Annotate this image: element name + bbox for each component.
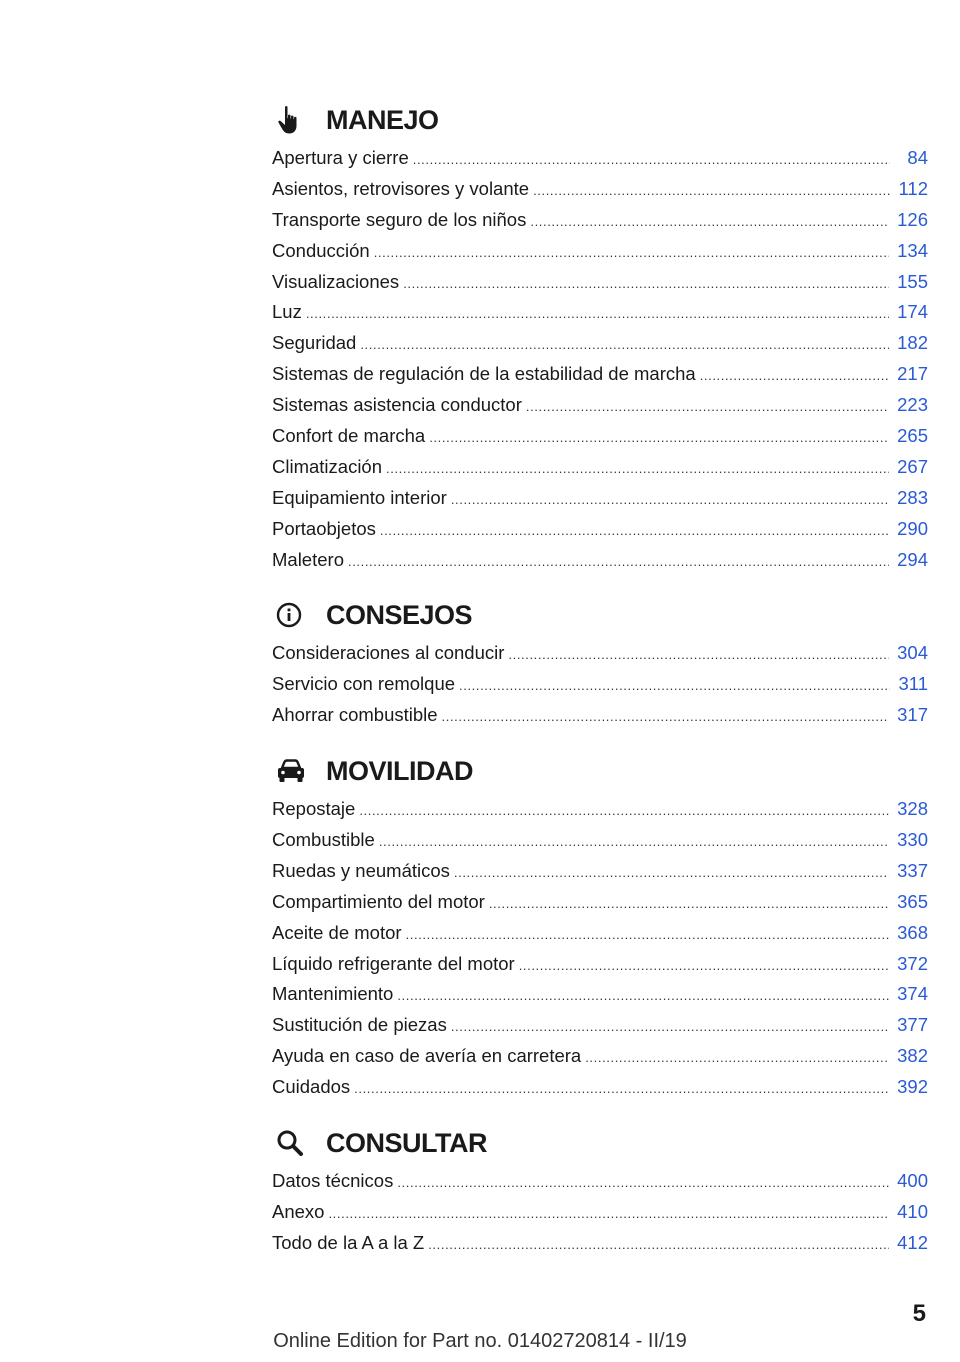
toc-entry-page[interactable]: 412: [897, 1231, 928, 1253]
toc-entry[interactable]: [272, 328, 928, 359]
toc-entry-page[interactable]: 372: [897, 952, 928, 974]
toc-entry[interactable]: [272, 483, 928, 514]
toc-entry[interactable]: [272, 825, 928, 856]
toc-list: [272, 1166, 928, 1259]
toc-entry[interactable]: [272, 267, 928, 298]
toc-entry-page[interactable]: 267: [897, 455, 928, 477]
magnifier-icon: [276, 1123, 316, 1163]
toc-entry-page[interactable]: 174: [897, 301, 928, 323]
toc-entry[interactable]: [272, 669, 928, 700]
toc-entry-label: Líquido refrigerante del motor: [272, 952, 515, 974]
toc-entry[interactable]: [272, 794, 928, 825]
toc-entry-label: Luz: [272, 301, 302, 323]
toc-entry-label: Apertura y cierre: [272, 147, 409, 168]
toc-entry-page[interactable]: 328: [897, 798, 928, 820]
toc-entry-label: Anexo: [272, 1200, 325, 1222]
toc-entry-label: Consideraciones al conducir: [272, 642, 505, 664]
toc-entry[interactable]: [272, 856, 928, 887]
toc-entry-page[interactable]: 112: [898, 177, 928, 199]
toc-entry-label: Visualizaciones: [272, 270, 400, 292]
toc-entry[interactable]: [272, 1010, 928, 1041]
toc-list: [272, 794, 928, 1103]
toc-entry-page[interactable]: 330: [897, 829, 928, 851]
toc-entry-page[interactable]: 134: [897, 239, 928, 261]
toc-entry[interactable]: [272, 1197, 928, 1228]
section-title: CONSEJOS: [326, 599, 473, 630]
toc-entry-label: Cuidados: [272, 1076, 351, 1098]
toc-entry-label: Sistemas de regulación de la estabilidad de marcha: [272, 363, 696, 385]
toc-entry-label: Aceite de motor: [272, 921, 402, 943]
toc-entry-label: Portaobjetos: [272, 517, 376, 539]
toc-entry-label: Ayuda en caso de avería en carretera: [272, 1045, 582, 1067]
toc-entry-page[interactable]: 317: [897, 704, 928, 726]
toc-entry[interactable]: [272, 236, 928, 267]
toc-entry[interactable]: [272, 359, 928, 390]
toc-entry[interactable]: [272, 638, 928, 669]
toc-entry-page[interactable]: 126: [897, 208, 928, 230]
toc-entry-page[interactable]: 155: [897, 270, 928, 292]
toc-entry[interactable]: [272, 297, 928, 328]
toc-entry-label: Transporte seguro de los niños: [272, 208, 527, 230]
toc-entry-label: Sustitución de piezas: [272, 1014, 447, 1036]
toc-entry-label: Servicio con remolque: [272, 673, 456, 695]
toc-entry[interactable]: [272, 421, 928, 452]
car-icon: [276, 751, 316, 791]
section-title: MANEJO: [326, 104, 439, 135]
toc-entry-page[interactable]: 365: [897, 890, 928, 912]
toc-entry-page[interactable]: 290: [897, 517, 928, 539]
toc-entry-page[interactable]: 182: [897, 332, 928, 354]
toc-entry-page[interactable]: 265: [897, 425, 928, 447]
toc-entry-label: Asientos, retrovisores y volante: [272, 177, 530, 199]
toc-entry-page[interactable]: 374: [897, 983, 928, 1005]
toc-entry[interactable]: [272, 545, 928, 576]
toc-entry-page[interactable]: 283: [897, 486, 928, 508]
section-title: MOVILIDAD: [326, 755, 473, 786]
toc-entry-page[interactable]: 337: [897, 859, 928, 881]
toc-entry-page[interactable]: 84: [907, 147, 928, 168]
toc-entry-page[interactable]: 410: [897, 1200, 928, 1222]
section-manejo: [272, 100, 928, 575]
toc-entry[interactable]: [272, 979, 928, 1010]
footer-edition: Online Edition for Part no. 01402720814 - II/19: [273, 1330, 687, 1352]
toc-entry-label: Confort de marcha: [272, 425, 426, 447]
section-movilidad: [272, 751, 928, 1103]
toc-entry[interactable]: [272, 1228, 928, 1259]
section-title: CONSULTAR: [326, 1127, 487, 1158]
hand-pointer-icon: [276, 100, 316, 140]
toc-entry[interactable]: [272, 1166, 928, 1197]
toc-list: [272, 143, 928, 575]
section-consejos: [272, 595, 928, 731]
toc-entry-page[interactable]: 294: [897, 548, 928, 570]
toc-entry-label: Ruedas y neumáticos: [272, 859, 450, 881]
toc-entry[interactable]: [272, 205, 928, 236]
page-number: 5: [912, 1300, 926, 1327]
table-of-contents: [272, 100, 928, 1259]
info-circle-icon: [276, 595, 316, 635]
toc-entry-page[interactable]: 392: [897, 1076, 928, 1098]
toc-entry-page[interactable]: 223: [897, 394, 928, 416]
toc-entry-label: Equipamiento interior: [272, 486, 447, 508]
toc-entry[interactable]: [272, 390, 928, 421]
toc-entry-label: Combustible: [272, 829, 375, 851]
toc-entry[interactable]: [272, 1041, 928, 1072]
toc-entry-label: Conducción: [272, 239, 370, 261]
toc-entry[interactable]: [272, 143, 928, 174]
toc-entry-label: Maletero: [272, 548, 344, 570]
toc-entry[interactable]: [272, 1072, 928, 1103]
toc-entry-label: Datos técnicos: [272, 1170, 394, 1192]
toc-list: [272, 638, 928, 731]
toc-entry-label: Ahorrar combustible: [272, 704, 438, 726]
toc-entry[interactable]: [272, 452, 928, 483]
toc-entry-page[interactable]: 311: [898, 673, 928, 695]
toc-entry-label: Mantenimiento: [272, 983, 394, 1005]
toc-entry[interactable]: [272, 700, 928, 731]
toc-entry[interactable]: [272, 174, 928, 205]
toc-entry-label: Seguridad: [272, 332, 357, 354]
toc-entry-label: Repostaje: [272, 798, 356, 820]
toc-entry-page[interactable]: 368: [897, 921, 928, 943]
toc-entry[interactable]: [272, 918, 928, 949]
toc-entry-page[interactable]: 304: [897, 642, 928, 664]
toc-entry-label: Todo de la A a la Z: [272, 1231, 425, 1253]
toc-entry[interactable]: [272, 887, 928, 918]
toc-entry-page[interactable]: 400: [897, 1170, 928, 1192]
toc-entry-page[interactable]: 377: [897, 1014, 928, 1036]
toc-entry-label: Sistemas asistencia conductor: [272, 394, 522, 416]
toc-entry-page[interactable]: 217: [897, 363, 928, 385]
section-heading: [272, 751, 928, 791]
section-heading: [272, 1123, 928, 1163]
toc-entry[interactable]: [272, 514, 928, 545]
toc-entry[interactable]: [272, 949, 928, 980]
section-heading: [272, 100, 928, 140]
section-heading: [272, 595, 928, 635]
toc-entry-label: Compartimiento del motor: [272, 890, 485, 912]
section-consultar: [272, 1123, 928, 1259]
toc-entry-label: Climatización: [272, 455, 383, 477]
toc-entry-page[interactable]: 382: [897, 1045, 928, 1067]
